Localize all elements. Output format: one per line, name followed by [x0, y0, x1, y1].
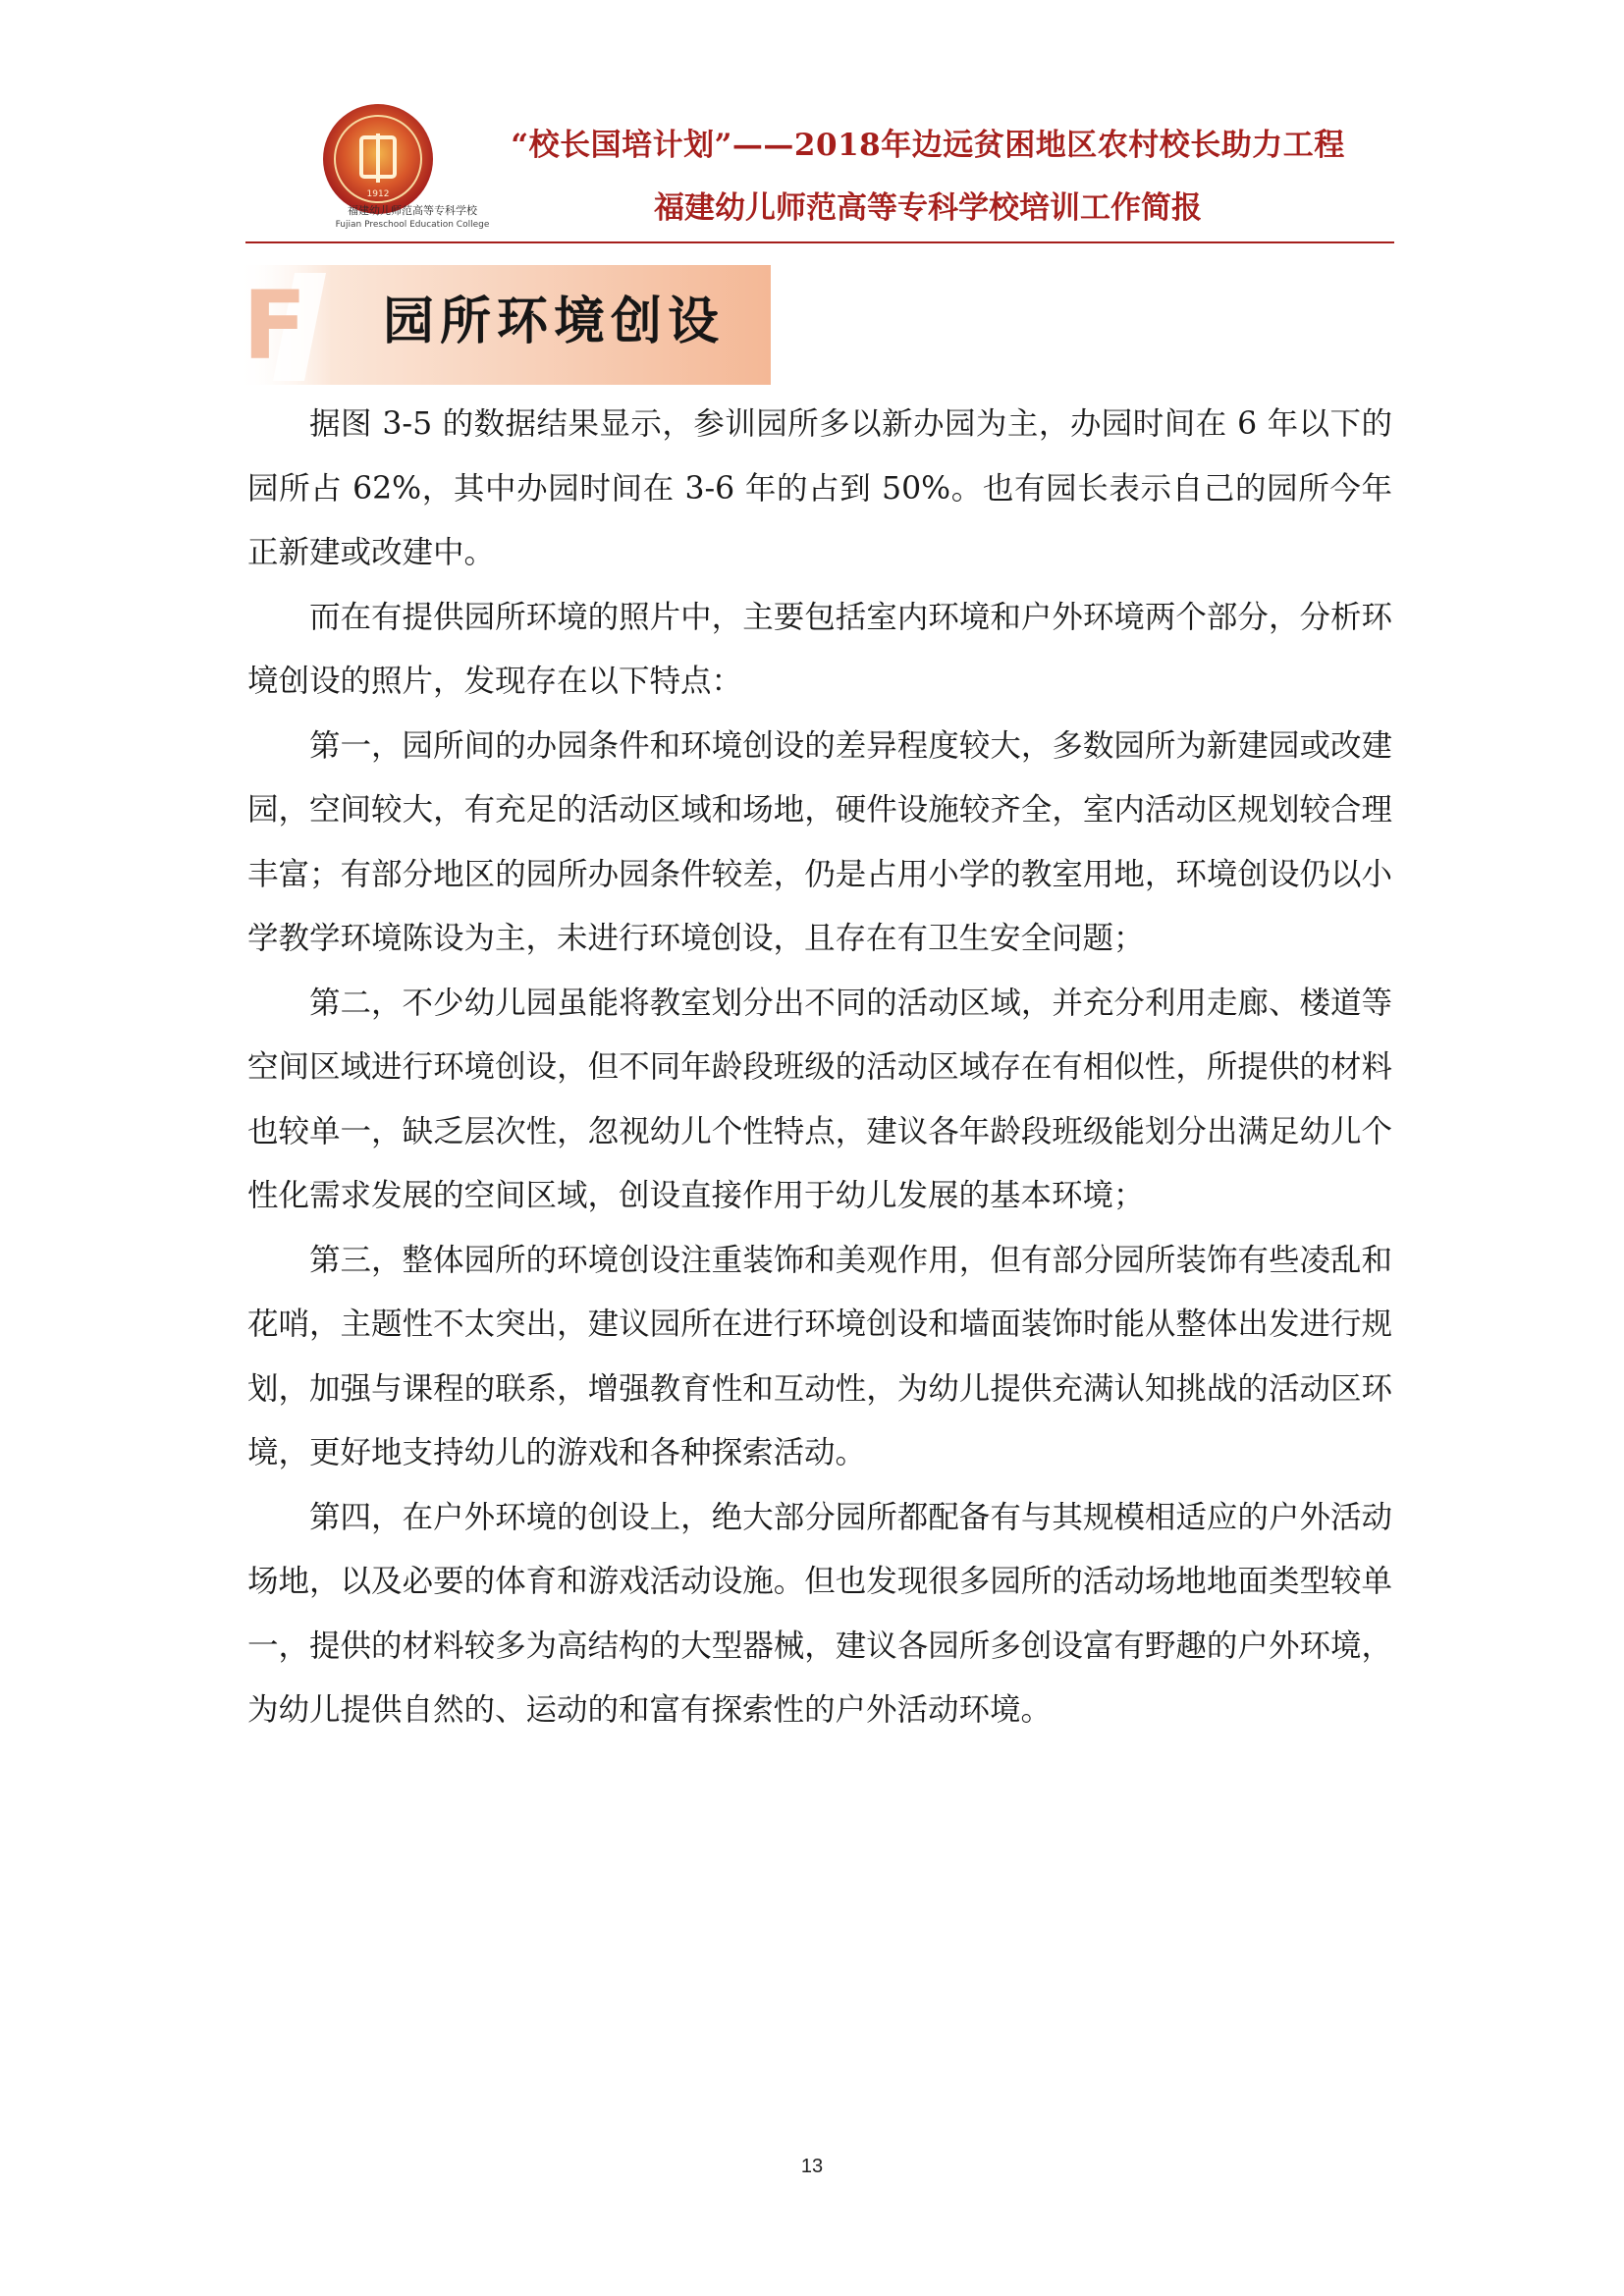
paragraph: 第一，园所间的办园条件和环境创设的差异程度较大，多数园所为新建园或改建园，空间较大，有充足的活动区域和场地，硬件设施较齐全，室内活动区规划较合理丰富；有部分地区的园所办园条件较差，仍是占用小学的教室用地，环境创设仍以小学教学环境陈设为主，未进行环境创设，且存在有卫生安全问题； — [247, 727, 1392, 956]
paragraph: 据图 3-5 的数据结果显示，参训园所多以新办园为主，办园时间在 6 年以下的园所占 62%，其中办园时间在 3-6 年的占到 50%。也有园长表示自己的园所今年正新建或改建中。 — [247, 406, 1392, 570]
header-subtitle: 福建幼儿师范高等专科学校培训工作简报 — [654, 190, 1202, 226]
paragraph: 第三，整体园所的环境创设注重装饰和美观作用，但有部分园所装饰有些凌乱和花哨，主题性不太突出，建议园所在进行环境创设和墙面装饰时能从整体出发进行规划，加强与课程的联系，增强教育性和互动性，为幼儿提供充满认知挑战的活动区环境，更好地支持幼儿的游戏和各种探索活动。 — [247, 1242, 1392, 1470]
logo-caption-cn: 福建幼儿师范高等专科学校 — [348, 204, 477, 217]
header-divider — [245, 241, 1394, 243]
paragraph: 第四，在户外环境的创设上，绝大部分园所都配备有与其规模相适应的户外活动场地，以及必要的体育和游戏活动设施。但也发现很多园所的活动场地地面类型较单一，提供的材料较多为高结构的大型器械，建议各园所多创设富有野趣的户外环境，为幼儿提供自然的、运动的和富有探索性的户外活动环境。 — [247, 1499, 1392, 1728]
header-title: “校长国培计划”——2018年边远贫困地区农村校长助力工程 — [511, 128, 1345, 163]
page-header — [245, 88, 1394, 245]
logo-caption — [314, 204, 511, 232]
paragraph: 第二，不少幼儿园虽能将教室划分出不同的活动区域，并充分利用走廊、楼道等空间区域进行环境创设，但不同年龄段班级的活动区域存在有相似性，所提供的材料也较单一，缺乏层次性，忽视幼儿个性特点，建议各年龄段班级能划分出满足幼儿个性化需求发展的空间区域，创设直接作用于幼儿发展的基本环境； — [247, 985, 1392, 1213]
section-letter: F — [243, 271, 307, 381]
section-title: 园所环境创设 — [383, 292, 726, 351]
logo-caption-en: Fujian Preschool Education College — [335, 220, 490, 230]
article-body — [247, 393, 1392, 1743]
page-number: 13 — [800, 2156, 824, 2177]
section-banner — [236, 265, 771, 385]
svg-text:1912: 1912 — [366, 189, 390, 199]
paragraph: 而在有提供园所环境的照片中，主要包括室内环境和户外环境两个部分，分析环境创设的照片，发现存在以下特点： — [247, 599, 1392, 699]
